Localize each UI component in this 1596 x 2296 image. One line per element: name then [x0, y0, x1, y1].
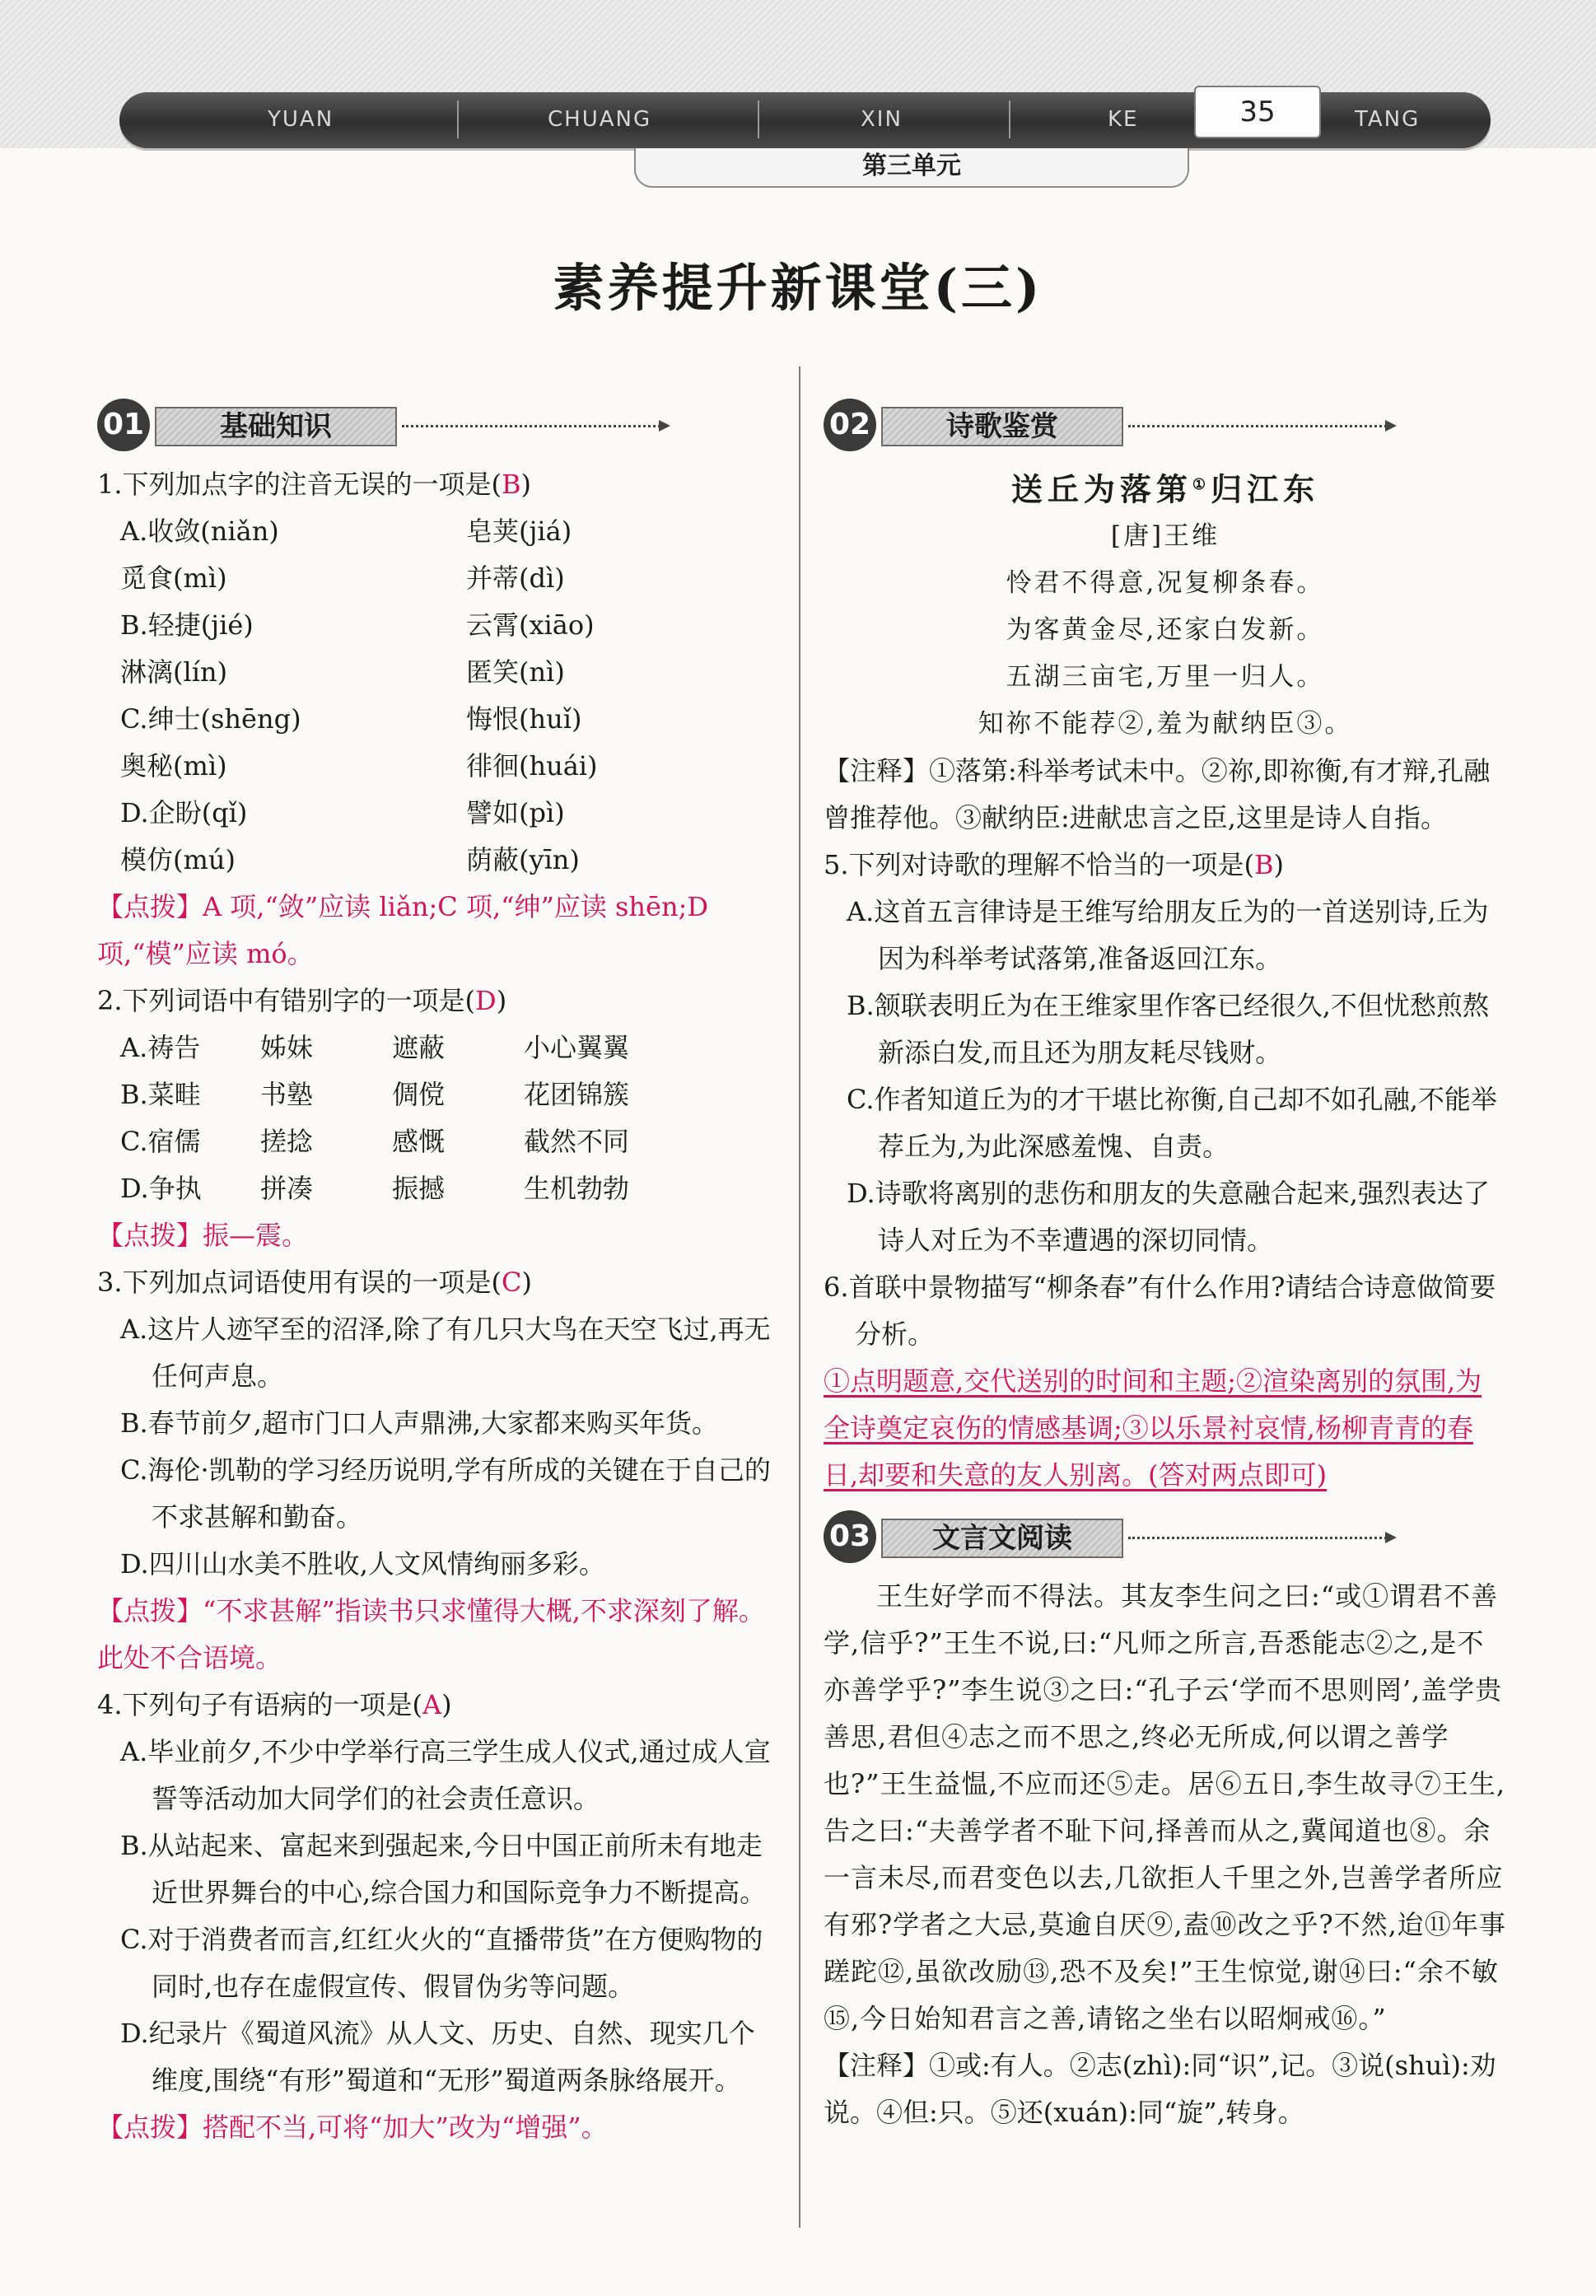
- hint-note: 【点拨】A 项,“敛”应读 liǎn;C 项,“绅”应读 shēn;D 项,“模”应读 mó。: [97, 891, 709, 969]
- poem-title: 送丘为落第①归江东: [1010, 470, 1320, 508]
- question-1: 1.下列加点字的注音无误的一项是(B) A.收敛(niǎn) 皂荚(jiá) 觅食(mì) 并蒂(dì) B.轻捷(jié) 云霄(xiāo) 淋漓(lín) 匿笑(nì) C.绅士(shēng) 悔恨(huǐ) 奥秘(mì) 徘徊(huái) D.企盼(qǐ) 譬如(pì) 模仿(mú) 荫蔽(yīn) 【点拨】A 项,“敛”应读 liǎn;C 项,“绅”应读 shēn;D 项,“模”应读 mó。: [97, 461, 781, 978]
- option-item: 皂荚(jiá): [466, 516, 572, 547]
- option-item: 譬如(pì): [466, 797, 565, 828]
- option-item: 并蒂(dì): [466, 562, 565, 594]
- section-header-poetry: [824, 397, 1507, 455]
- section-label: 文言文阅读: [881, 1519, 1123, 1558]
- nav-ke: KE: [1108, 107, 1139, 132]
- option-item: B.颔联表明丘为在王维家里作客已经很久,不但忧愁煎熬新添白发,而且还为朋友耗尽钱财。: [847, 989, 1489, 1068]
- nav-separator: [457, 100, 459, 138]
- unit-label: 第三单元: [634, 148, 1189, 188]
- poem-notes: 【注释】①落第:科举考试未中。②祢,即祢衡,有才辩,孔融曾推荐他。③献纳臣:进献忠言之臣,这里是诗人自指。: [824, 754, 1491, 833]
- left-column: [97, 387, 781, 2151]
- answer-mark: C: [502, 1267, 522, 1298]
- arrow-icon: [1128, 425, 1392, 427]
- section-label: 基础知识: [155, 407, 397, 446]
- nav-xin: XIN: [861, 107, 903, 132]
- answer-mark: B: [502, 469, 521, 500]
- section-header-basics: [97, 397, 781, 455]
- hint-note: 【点拨】振—震。: [97, 1220, 309, 1251]
- option-item: 淋漓(lín): [120, 656, 228, 688]
- poem-line: 知祢不能荐②,羞为献纳臣③。: [978, 708, 1353, 739]
- option-item: B.从站起来、富起来到强起来,今日中国正前所未有地走近世界舞台的中心,综合国力和国际竞争力不断提高。: [120, 1830, 767, 1908]
- option-item: 奥秘(mì): [120, 750, 227, 782]
- poem-line: 为客黄金尽,还家白发新。: [1006, 614, 1325, 645]
- poem-line: 五湖三亩宅,万里一归人。: [1006, 661, 1325, 692]
- answer-text: ①点明题意,交代送别的时间和主题;②渲染离别的氛围,为全诗奠定哀伤的情感基调;③以乐景衬哀情,杨柳青青的春日,却要和失意的友人别离。(答对两点即可): [824, 1365, 1482, 1491]
- option-item: C.作者知道丘为的才干堪比祢衡,自己却不如孔融,不能举荐丘为,为此深感羞愧、自责。: [847, 1083, 1497, 1162]
- option-item: A.这首五言律诗是王维写给朋友丘为的一首送别诗,丘为因为科举考试落第,准备返回江东。: [847, 895, 1489, 974]
- nav-separator: [1009, 100, 1010, 138]
- section-header-classical: [824, 1509, 1507, 1566]
- answer-mark: B: [1254, 848, 1274, 880]
- hint-note: 【点拨】“不求甚解”指读书只求懂得大概,不求深刻了解。此处不合语境。: [97, 1595, 765, 1673]
- question-stem: 6.首联中景物描写“柳条春”有什么作用?请结合诗意做简要分析。: [824, 1271, 1496, 1350]
- option-item: 云霄(xiāo): [466, 609, 595, 641]
- option-item: A.毕业前夕,不少中学举行高三学生成人仪式,通过成人宣誓等活动加大同学们的社会责任意识。: [120, 1736, 771, 1814]
- question-3: 3.下列加点词语使用有误的一项是(C) A.这片人迹罕至的沼泽,除了有几只大鸟在天空飞过,再无任何声息。 B.春节前夕,超市门口人声鼎沸,大家都来购买年货。 C.海伦·凯勒的学习经历说明,学有所成的关键在于自己的不求甚解和勤奋。 D.四川山水美不胜收,人文风情绚丽多彩。 【点拨】“不求甚解”指读书只求懂得大概,不求深刻了解。此处不合语境。: [97, 1259, 781, 1682]
- answer-mark: D: [475, 985, 497, 1016]
- option-item: C.对于消费者而言,红红火火的“直播带货”在方便购物的同时,也存在虚假宣传、假冒伪劣等问题。: [120, 1924, 763, 2002]
- answer-mark: A: [422, 1689, 442, 1720]
- section-number: 01: [97, 399, 150, 451]
- question-stem: 3.下列加点词语使用有误的一项是(: [97, 1267, 502, 1298]
- column-divider: [799, 366, 800, 2228]
- poem-line: 怜君不得意,况复柳条春。: [1006, 567, 1325, 598]
- option-item: 匿笑(nì): [466, 656, 565, 688]
- page-number: 35: [1194, 86, 1321, 138]
- question-4: 4.下列句子有语病的一项是(A) A.毕业前夕,不少中学举行高三学生成人仪式,通过成人宣誓等活动加大同学们的社会责任意识。 B.从站起来、富起来到强起来,今日中国正前所未有地走近世界舞台的中心,综合国力和国际竞争力不断提高。 C.对于消费者而言,红红火火的“直播带货”在方便购物的同时,也存在虚假宣传、假冒伪劣等问题。 D.纪录片《蜀道风流》从人文、历史、自然、现实几个维度,围绕“有形”蜀道和“无形”蜀道两条脉络展开。 【点拨】搭配不当,可将“加大”改为“增强”。: [97, 1682, 781, 2151]
- option-item: 模仿(mú): [120, 844, 236, 875]
- section-number: 02: [824, 399, 876, 451]
- question-stem: 4.下列句子有语病的一项是(: [97, 1689, 423, 1720]
- section-number: 03: [824, 1510, 876, 1563]
- option-item: 荫蔽(yīn): [466, 844, 580, 875]
- poem-author: [唐]王维: [1110, 520, 1220, 551]
- question-stem: 1.下列加点字的注音无误的一项是(: [97, 469, 502, 500]
- classical-passage: 王生好学而不得法。其友李生问之曰:“或①谓君不善学,信乎?”王生不说,曰:“凡师之所言,吾悉能志②之,是不亦善学乎?”李生说③之曰:“孔子云‘学而不思则罔’,盖学贵善思,君但④志之而不思之,终必无所成,何以谓之善学也?”王生益愠,不应而还⑤走。居⑥五日,李生故寻⑦王生,告之曰:“夫善学者不耻下问,择善而从之,冀闻道也⑧。余一言未尽,而君变色以去,几欲拒人千里之外,岂善学者所应有邪?学者之大忌,莫逾自厌⑨,盍⑩改之乎?不然,迨⑪年事蹉跎⑫,虽欲改励⑬,恐不及矣!”王生惊觉,谢⑭曰:“余不敏⑮,今日始知君言之善,请铭之坐右以昭炯戒⑯。”: [824, 1580, 1506, 2034]
- option-item: 觅食(mì): [120, 562, 227, 594]
- page-title: 素养提升新课堂(三): [553, 258, 1043, 318]
- question-2: 2.下列词语中有错别字的一项是(D) A.祷告 姊妹 遮蔽 小心翼翼 B.菜畦 书塾 倜傥 花团锦簇 C.宿儒 搓捻 感慨 截然不同 D.争执 拼凑 振撼 生机勃勃 【点拨】振—震。: [97, 978, 781, 1259]
- option-item: 徘徊(huái): [466, 750, 598, 782]
- nav-yuan: YUAN: [268, 107, 334, 132]
- option-item: C.海伦·凯勒的学习经历说明,学有所成的关键在于自己的不求甚解和勤奋。: [120, 1454, 771, 1533]
- arrow-icon: [1128, 1537, 1392, 1539]
- option-item: A.这片人迹罕至的沼泽,除了有几只大鸟在天空飞过,再无任何声息。: [120, 1314, 771, 1392]
- option-item: A.收敛(niǎn): [120, 516, 279, 547]
- option-item: C.绅士(shēng): [120, 703, 301, 735]
- question-5: 5.下列对诗歌的理解不恰当的一项是(B) A.这首五言律诗是王维写给朋友丘为的一首送别诗,丘为因为科举考试落第,准备返回江东。 B.颔联表明丘为在王维家里作客已经很久,不但忧愁煎熬新添白发,而且还为朋友耗尽钱财。 C.作者知道丘为的才干堪比祢衡,自己却不如孔融,不能举荐丘为,为此深感羞愧、自责。 D.诗歌将离别的悲伤和朋友的失意融合起来,强烈表达了诗人对丘为不幸遭遇的深切同情。: [824, 842, 1507, 1264]
- hint-note: 【点拨】搭配不当,可将“加大”改为“增强”。: [97, 2112, 608, 2143]
- option-item: D.诗歌将离别的悲伤和朋友的失意融合起来,强烈表达了诗人对丘为不幸遭遇的深切同情。: [847, 1177, 1490, 1256]
- question-stem: 5.下列对诗歌的理解不恰当的一项是(: [824, 848, 1255, 880]
- right-column: [824, 387, 1507, 2136]
- option-item: B.春节前夕,超市门口人声鼎沸,大家都来购买年货。: [120, 1407, 719, 1439]
- nav-tang: TANG: [1355, 107, 1421, 132]
- section-label: 诗歌鉴赏: [881, 407, 1123, 446]
- classical-notes: 【注释】①或:有人。②志(zhì):同“识”,记。③说(shuì):劝说。④但:只。⑤还(xuán):同“旋”,转身。: [824, 2049, 1496, 2128]
- nav-separator: [758, 100, 759, 138]
- arrow-icon: [402, 425, 665, 427]
- option-item: D.纪录片《蜀道风流》从人文、历史、自然、现实几个维度,围绕“有形”蜀道和“无形”蜀道两条脉络展开。: [120, 2018, 755, 2096]
- question-stem: 2.下列词语中有错别字的一项是(: [97, 985, 476, 1016]
- option-item: 悔恨(huǐ): [466, 703, 582, 735]
- option-item: D.四川山水美不胜收,人文风情绚丽多彩。: [120, 1548, 605, 1580]
- question-6: [824, 1264, 1507, 1499]
- nav-chuang: CHUANG: [548, 107, 652, 132]
- option-item: D.企盼(qǐ): [120, 797, 248, 828]
- option-item: B.轻捷(jié): [120, 609, 254, 641]
